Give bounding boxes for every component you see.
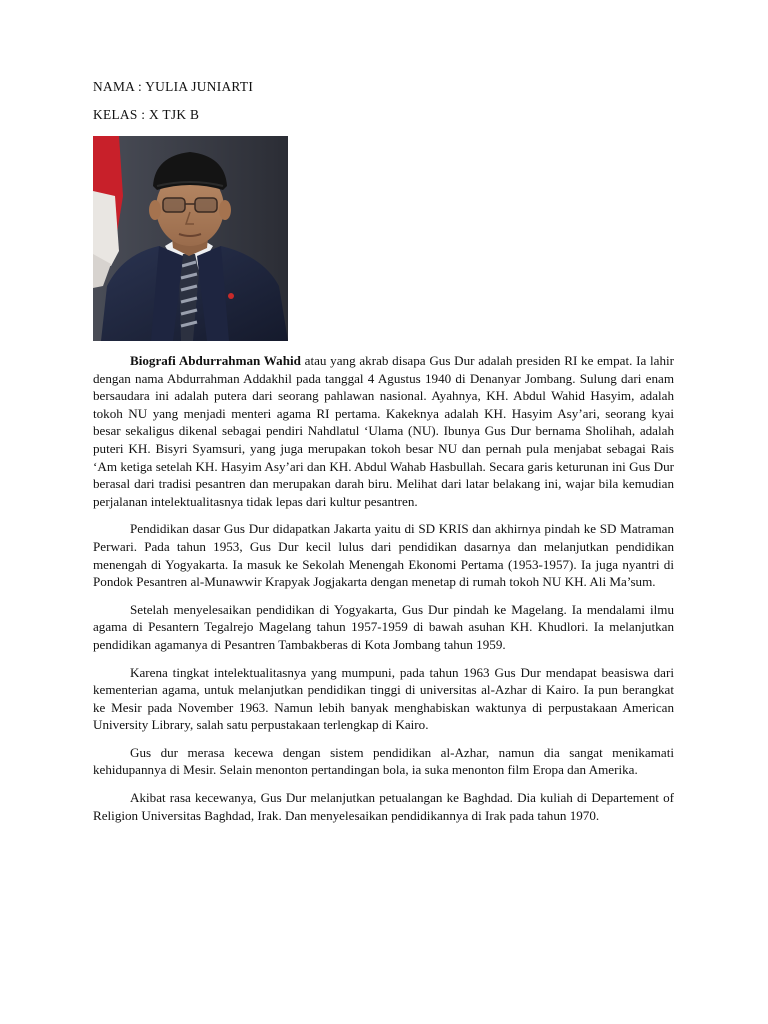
student-name-line: NAMA : YULIA JUNIARTI [93, 79, 254, 94]
biography-body [93, 352, 674, 834]
paragraph-intro [93, 352, 674, 510]
paragraph-education-basic: Pendidikan dasar Gus Dur didapatkan Jakarta yaitu di SD KRIS dan akhirnya pindah ke SD Matraman Perwari. Pada tahun 1953, Gus Dur kecil lulus dari pendidikan dasarnya dan melanjutkan pendidikan menengah di Yogyakarta. Ia masuk ke Sekolah Menengah Ekonomi Pertama (1953-1957). Ia juga nyantri di Pondok Pesantren al-Munawwir Krapyak Jogjakarta dengan menetap di rumah tokoh NU KH. Ali Ma’sum. [93, 521, 674, 590]
biography-title: Biografi Abdurrahman Wahid [130, 353, 301, 368]
paragraph-baghdad: Akibat rasa kecewanya, Gus Dur melanjutkan petualangan ke Baghdad. Dia kuliah di Departement of Religion Universitas Baghdad, Irak. Dan menyelesaikan pendidikannya di Irak pada tahun 1970. [93, 790, 674, 823]
paragraph-cairo: Karena tingkat intelektualitasnya yang mumpuni, pada tahun 1963 Gus Dur mendapat beasiswa dari kementerian agama, untuk melanjutkan pendidikan tinggi di universitas al-Azhar di Kairo. Ia pun berangkat ke Mesir pada November 1963. Namun lebih banyak menghabiskan waktunya di perpustakaan American University Library, salah satu perpustakaan terlengkap di Kairo. [93, 664, 674, 733]
paragraph-al-azhar: Gus dur merasa kecewa dengan sistem pendidikan al-Azhar, namun dia sangat menikamati kehidupannya di Mesir. Selain menonton pertandingan bola, ia suka menonton film Eropa dan Amerika. [93, 744, 674, 778]
paragraph-magelang: Setelah menyelesaikan pendidikan di Yogyakarta, Gus Dur pindah ke Magelang. Ia mendalami ilmu agama di Pesantern Tegalrejo Magelang tahun 1957-1959 di bawah asuhan KH. Khudlori. Ia melanjutkan pendidikan agamanya di Pesantren Tambakberas di Kota Jombang tahun 1959. [93, 601, 674, 652]
student-class-line: KELAS : X TJK B [93, 107, 200, 122]
paragraph-intro-text: atau yang akrab disapa Gus Dur adalah presiden RI ke empat. Ia lahir dengan nama Abdurrahman Addakhil pada tanggal 4 Agustus 1940 di Denanyar Jombang. Sulung dari enam bersaudara ini adalah putera dari seorang pahlawan nasional. Ayahnya, KH. Abdul Wahid Hasyim, adalah tokoh NU yang menjadi menteri agama RI pertama. Kakeknya adalah KH. Hasyim Asy’ari, seorang kyai besar sekaligus dikenal sebagai pendiri Nahdlatul ‘Ulama (NU). Ibunya Gus Dur bernama Sholihah, adalah puteri KH. Bisyri Syamsuri, yang juga merupakan tokoh besar NU dan pernah pula menjabat sebagai Rais ‘Am ketiga setelah KH. Hasyim Asy’ari dan KH. Abdul Wahab Hasbullah. Secara garis keturunan ini Gus Dur berasal dari tradisi pesantren dan merupakan darah biru. Melihat dari latar belakang ini, wajar bila kemudian perjalanan intelektualitasnya tidak lepas dari kultur pesantren. [93, 353, 674, 509]
portrait-photo [93, 136, 288, 341]
